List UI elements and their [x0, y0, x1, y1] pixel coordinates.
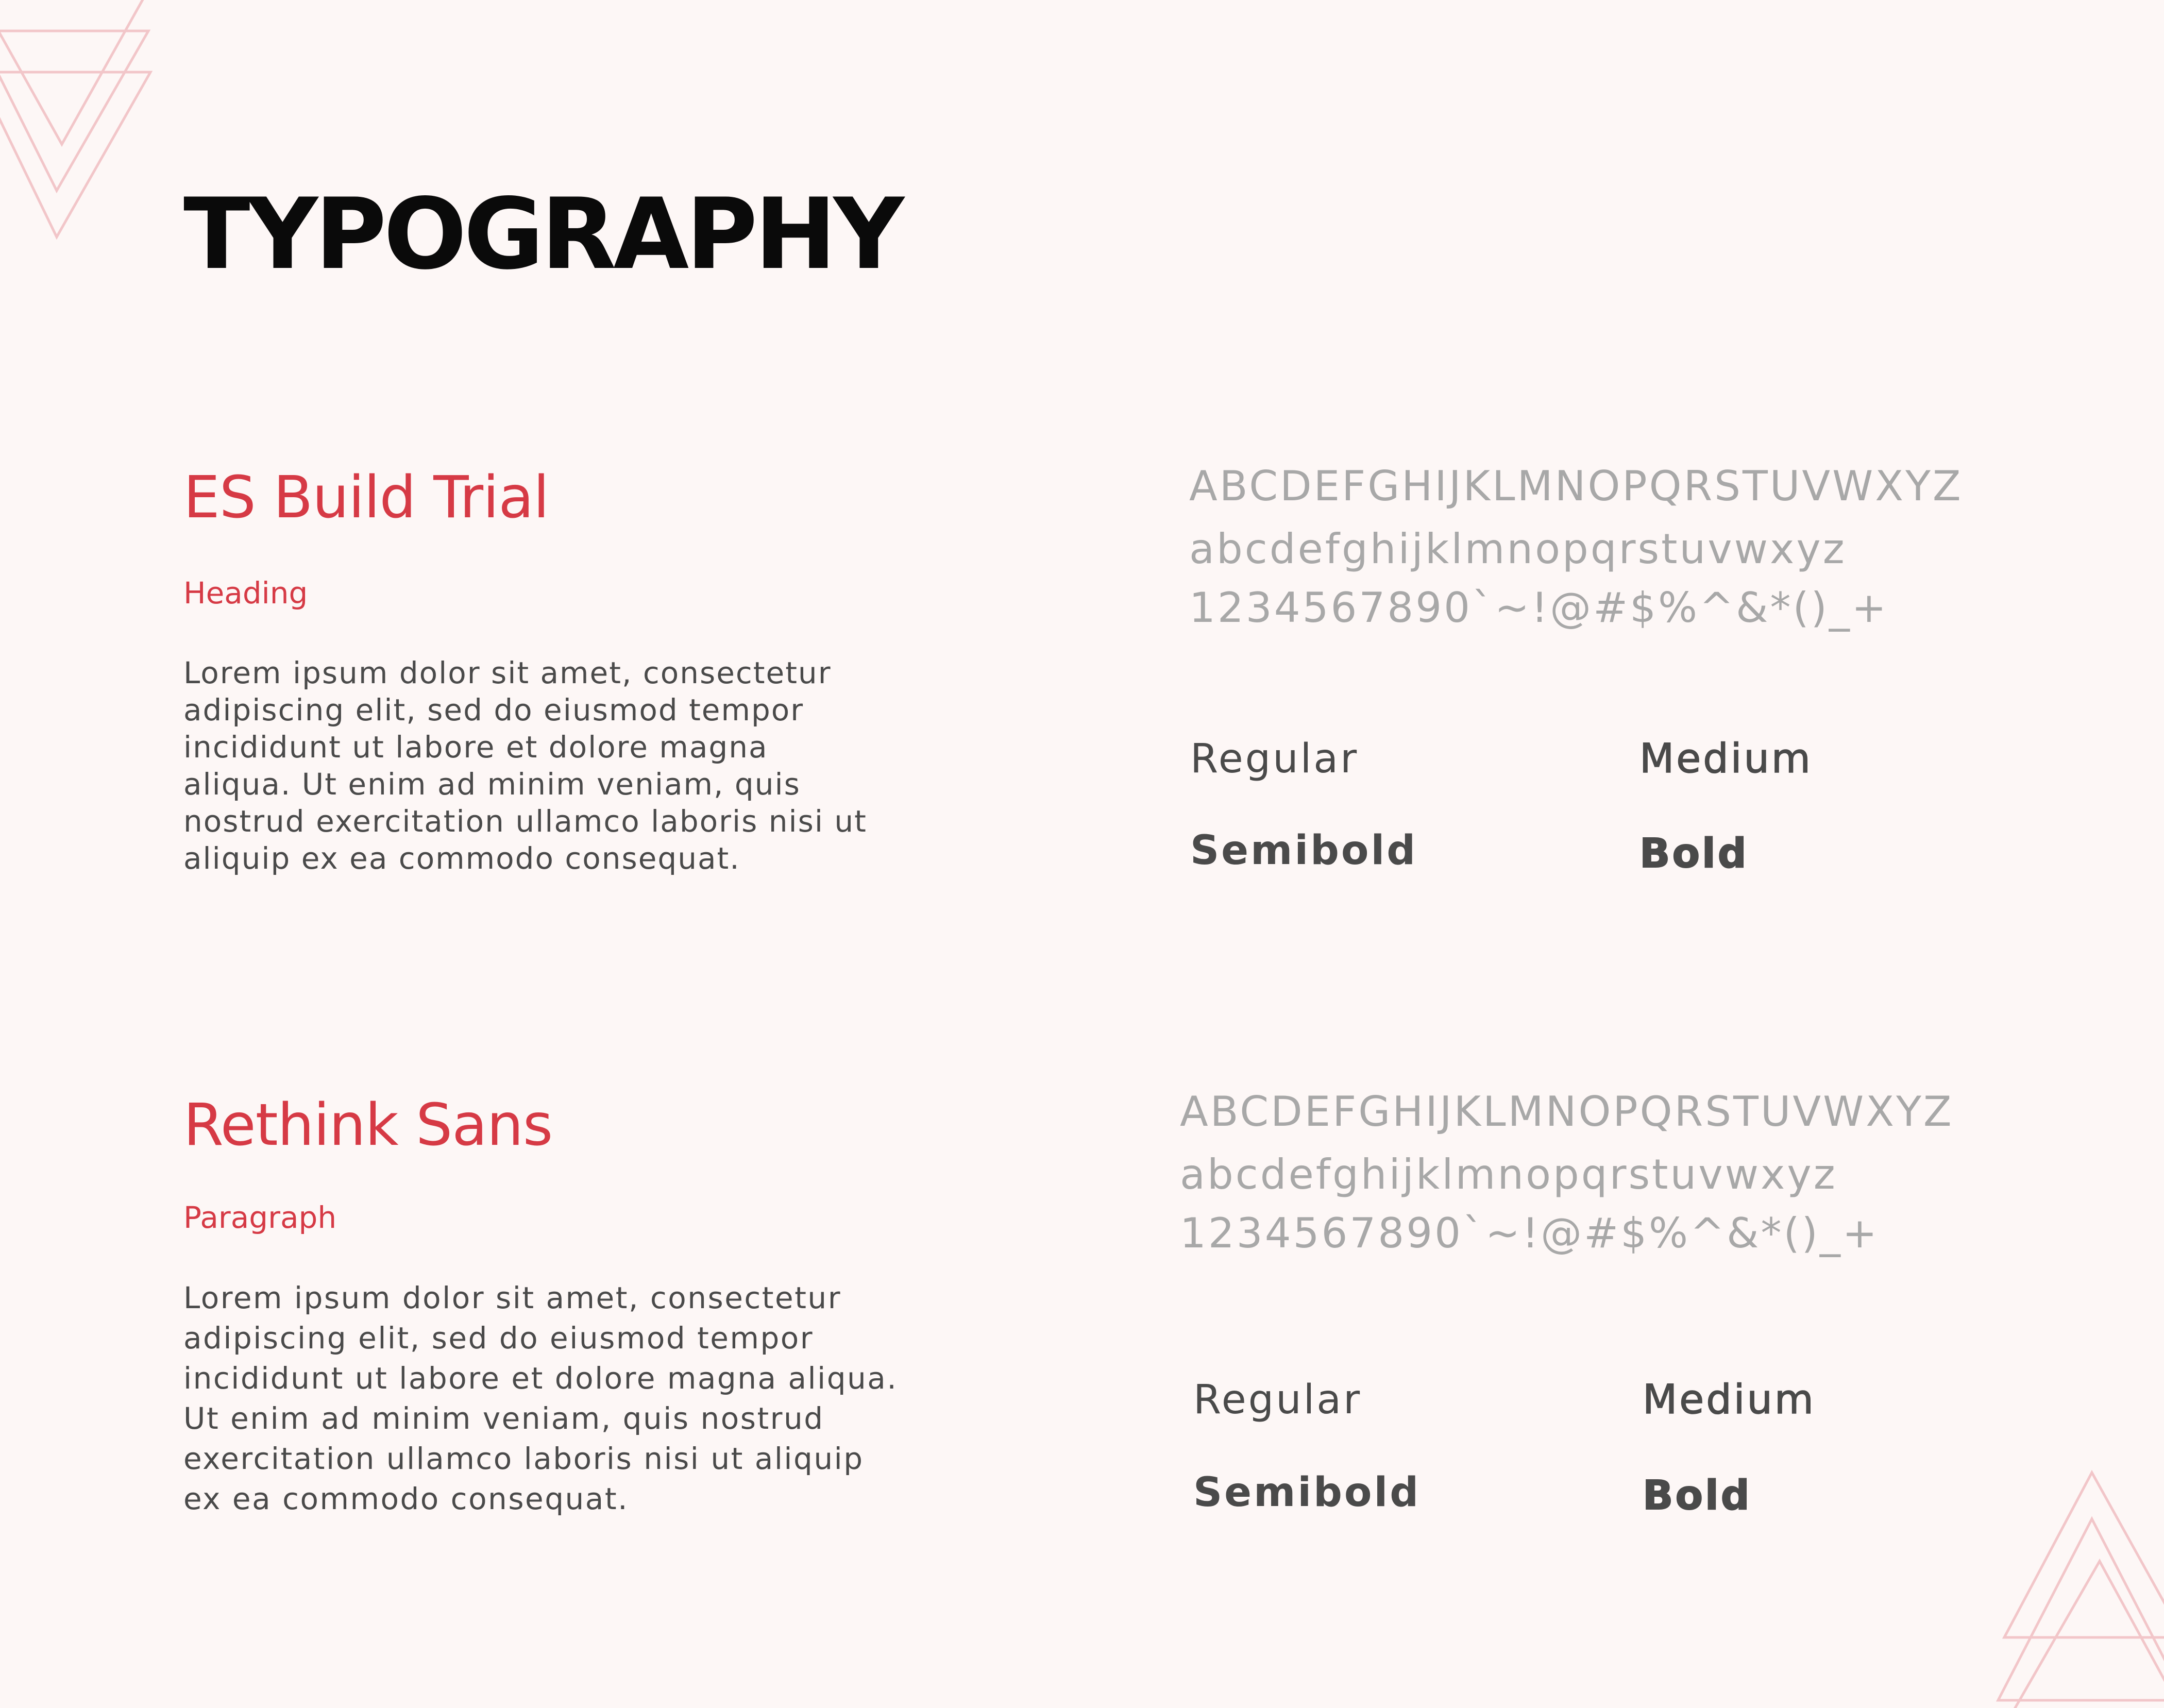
weight-medium: Medium: [1643, 1377, 1816, 1423]
weight-semibold: Semibold: [1193, 1469, 1421, 1516]
weight-bold: Bold: [1643, 1473, 1752, 1519]
weight-semibold: Semibold: [1190, 827, 1418, 874]
lowercase-glyphs: abcdefghijklmnopqrstuvwxyz: [1189, 525, 1847, 573]
uppercase-glyphs: ABCDEFGHIJKLMNOPQRSTUVWXYZ: [1189, 462, 1963, 510]
font-role-heading: Heading: [183, 576, 308, 611]
number-symbol-glyphs: 1234567890`~!@#$%^&*()_+: [1180, 1209, 1879, 1257]
font-name-heading: ES Build Trial: [183, 464, 549, 531]
uppercase-glyphs: ABCDEFGHIJKLMNOPQRSTUVWXYZ: [1180, 1088, 1954, 1136]
triangle-decoration-bottom-right: [1989, 1458, 2164, 1708]
weight-bold: Bold: [1639, 831, 1749, 877]
lowercase-glyphs: abcdefghijklmnopqrstuvwxyz: [1180, 1151, 1837, 1198]
number-symbol-glyphs: 1234567890`~!@#$%^&*()_+: [1189, 584, 1888, 632]
triangle-decoration-top-left: [0, 0, 155, 247]
font-role-paragraph: Paragraph: [183, 1200, 337, 1235]
sample-paragraph-heading-font: Lorem ipsum dolor sit amet, consectetur adipiscing elit, sed do eiusmod tempor incididunt ut labore et dolore magna aliqua. Ut enim ad minim veniam, quis nostrud exercitation ullamco laboris nisi ut aliquip ex ea commodo consequat.: [183, 655, 867, 876]
weight-medium: Medium: [1639, 736, 1813, 782]
font-name-paragraph: Rethink Sans: [183, 1092, 553, 1159]
weight-regular: Regular: [1190, 736, 1359, 782]
weight-regular: Regular: [1193, 1377, 1362, 1423]
sample-paragraph-paragraph-font: Lorem ipsum dolor sit amet, consectetur adipiscing elit, sed do eiusmod tempor incididunt ut labore et dolore magna aliqua. Ut enim ad minim veniam, quis nostrud exercitation ullamco laboris nisi ut aliquip ex ea commodo consequat.: [183, 1280, 898, 1516]
page-title: TYPOGRAPHY: [183, 177, 902, 291]
